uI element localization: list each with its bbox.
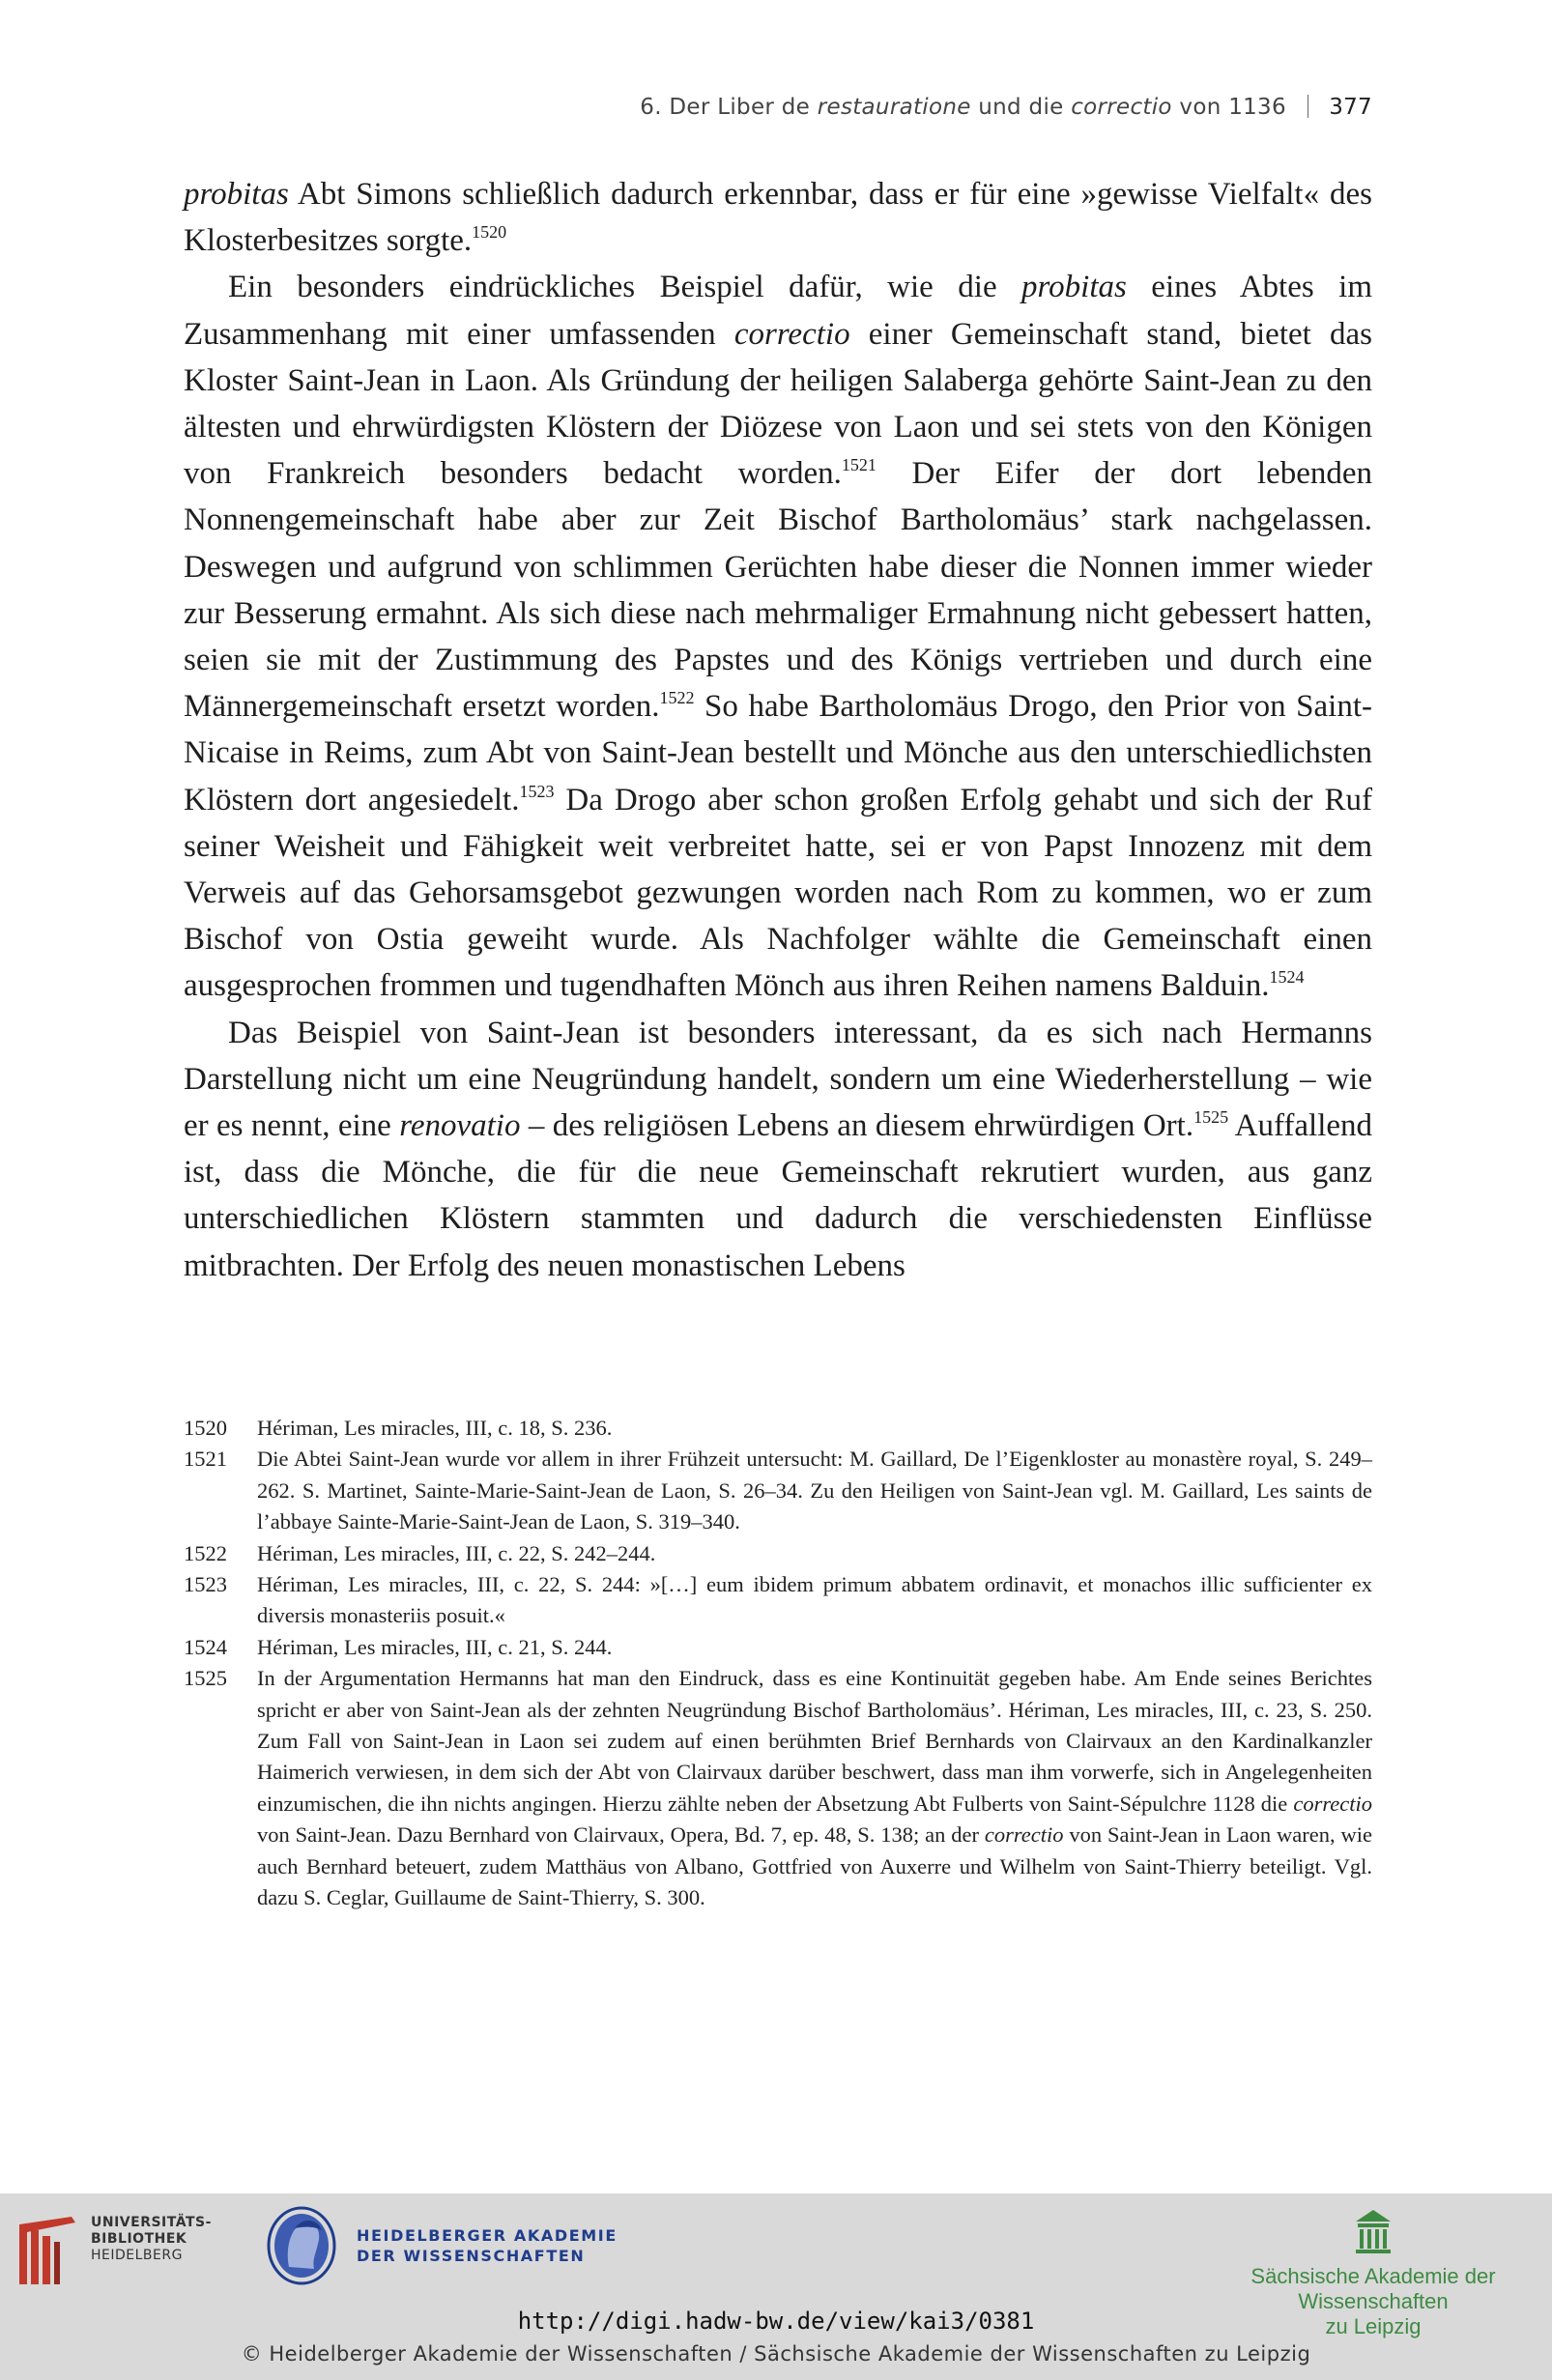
footnote-text: Hériman, Les miracles, III, c. 21, S. 244. xyxy=(257,1634,613,1659)
footnote-ref-1525[interactable]: 1525 xyxy=(1193,1107,1229,1128)
text-run: Auffallend ist, dass die Mönche, die für die neue Gemeinschaft rekrutiert wurden, aus ganz unterschiedlichen Klöstern stammten und dadurch die verschiedensten Einflüsse mitbrachten. Der Erfolg des neuen monastischen Lebens xyxy=(184,1108,1373,1283)
footnote-ref-1524[interactable]: 1524 xyxy=(1269,967,1305,988)
italic-term: correctio xyxy=(733,316,850,352)
text-run: von Saint-Jean in Laon waren, wie auch Bernhard beteuert, zudem Matthäus von Albano, Gottfried von Auxerre und Wilhelm von Saint-Thierry beteiligt. Vgl. dazu S. Ceglar, Guillaume de Saint-Thierry, S. 300. xyxy=(257,1822,1372,1910)
text-run: von Saint-Jean. Dazu Bernhard von Clairvaux, Opera, Bd. 7, ep. 48, S. 138; an der xyxy=(257,1822,985,1848)
hadw-logo[interactable] xyxy=(266,2205,618,2286)
footnote-1523 xyxy=(184,1569,1372,1632)
footnote-text: Hériman, Les miracles, III, c. 22, S. 244: »[…] eum ibidem primum abbatem ordinavit, et monachos illic sufficienter ex diversis monasteriis posuit.« xyxy=(257,1572,1372,1628)
text-run: einer Gemeinschaft stand, bietet das Kloster Saint-Jean in Laon. Als Gründung der heiligen Salaberga gehörte Saint-Jean zu den ältesten und ehrwürdigsten Klöstern der Diözese von Laon und sei stets von den Königen von Frankreich besonders bedacht worden. xyxy=(184,316,1372,492)
footnote-number: 1520 xyxy=(184,1416,227,1440)
text-run: Das Beispiel von Saint-Jean ist besonders interessant, da es sich nach Hermanns Darstellung nicht um eine Neugründung handelt, sondern um eine Wiederherstellung – wie er es nennt, eine xyxy=(184,1015,1372,1144)
footnotes xyxy=(184,1413,1372,1914)
header-italic-correctio: correctio xyxy=(1071,95,1172,120)
ub-heidelberg-logo[interactable] xyxy=(17,2215,212,2292)
ub-line: UNIVERSITÄTS- xyxy=(91,2215,212,2230)
footnote-number: 1522 xyxy=(184,1540,227,1565)
text-run: Ein besonders eindrückliches Beispiel dafür, wie die xyxy=(228,270,1022,305)
hadw-line: HEIDELBERGER AKADEMIE xyxy=(357,2226,618,2245)
saw-line: Sächsische Akademie der Wissenschaften xyxy=(1250,2264,1496,2313)
footnote-1522 xyxy=(184,1538,1372,1569)
paragraph-3 xyxy=(184,1010,1372,1289)
italic-term: probitas xyxy=(1021,270,1127,305)
italic-term: correctio xyxy=(984,1822,1064,1848)
hadw-line: DER WISSENSCHAFTEN xyxy=(357,2247,586,2265)
text-run: Abt Simons schließlich dadurch erkennbar, dass er für eine »gewisse Vielfalt« des Klosterbesitzes sorgte. xyxy=(184,177,1372,259)
saw-building-icon xyxy=(1354,2208,1393,2254)
footnote-1521 xyxy=(184,1444,1372,1537)
italic-term: probitas xyxy=(184,177,289,212)
footnote-number: 1524 xyxy=(184,1634,227,1659)
footnote-number: 1525 xyxy=(184,1666,227,1691)
ub-heidelberg-text xyxy=(91,2215,212,2264)
header-italic-restauratione: restauratione xyxy=(817,95,971,120)
italic-term: correctio xyxy=(1293,1791,1372,1816)
footnote-ref-1523[interactable]: 1523 xyxy=(519,781,555,801)
footnote-number: 1521 xyxy=(184,1447,227,1472)
text-run: Der Eifer der dort lebenden Nonnengemeinschaft habe aber zur Zeit Bischof Bartholomäus’ stark nachgelassen. Deswegen und aufgrund von schlimmen Gerüchten habe dieser die Nonnen immer wieder zur Besserung ermahnt. Als sich diese nach mehrmaliger Ermahnung nicht gebessert hatten, seien sie mit der Zustimmung des Papstes und des Königs vertrieben und durch eine Männergemeinschaft ersetzt worden. xyxy=(184,456,1372,725)
ub-heidelberg-icon xyxy=(17,2215,81,2292)
permalink-url[interactable]: http://digi.hadw-bw.de/view/kai3/0381 xyxy=(517,2308,1035,2335)
header-text: 6. Der Liber de xyxy=(640,95,818,120)
footnote-text: Hériman, Les miracles, III, c. 22, S. 242–244. xyxy=(257,1540,656,1565)
text-run: Da Drogo aber schon großen Erfolg gehabt und sich der Ruf seiner Weisheit und Fähigkeit weit verbreitet hatte, sei er von Papst Innozenz mit dem Verweis auf das Gehorsamsgebot gezwungen worden nach Rom zu kommen, wo er zum Bischof von Ostia geweiht wurde. Als Nachfolger wählte die Gemeinschaft einen ausgesprochen frommen und tugendhaften Mönch aus ihren Reihen namens Balduin. xyxy=(184,782,1372,1004)
footnote-text: Hériman, Les miracles, III, c. 18, S. 236. xyxy=(257,1416,613,1440)
text-run: eines Abtes im Zusammenhang mit einer umfassenden xyxy=(184,270,1373,352)
text-run: – des religiösen Lebens an diesem ehrwürdigen Ort. xyxy=(520,1108,1194,1144)
footnote-ref-1520[interactable]: 1520 xyxy=(472,222,507,243)
footnote-1524 xyxy=(184,1632,1372,1663)
hadw-text xyxy=(357,2225,618,2266)
saw-line: zu Leipzig xyxy=(1325,2314,1422,2338)
header-text: und die xyxy=(970,95,1072,120)
text-run: So habe Bartholomäus Drogo, den Prior von Saint-Nicaise in Reims, zum Abt von Saint-Jean bestellt und Mönche aus den unterschiedlichsten Klöstern dort angesiedelt. xyxy=(184,689,1373,817)
main-text xyxy=(184,171,1372,1289)
running-header xyxy=(0,95,1372,120)
copyright-notice: © Heidelberger Akademie der Wissenschaften / Sächsische Akademie der Wissenschaften zu Leipzig xyxy=(241,2342,1311,2366)
paragraph-1 xyxy=(184,171,1372,264)
header-text: von 1136 xyxy=(1171,95,1286,120)
paragraph-2 xyxy=(184,264,1372,1009)
footnote-number: 1523 xyxy=(184,1572,227,1597)
footnote-ref-1521[interactable]: 1521 xyxy=(841,455,877,475)
text-run: In der Argumentation Hermanns hat man den Eindruck, dass es eine Kontinuität gegeben habe. Am Ende seines Berichtes spricht er aber von Saint-Jean als der zehnten Neugründung Bischof Bartholomäus’. Hériman, Les miracles, III, c. 23, S. 250. Zum Fall von Saint-Jean in Laon sei zudem auf einen berühmten Brief Bernhards von Clairvaux an den Kardinalkanzler Haimerich verwiesen, in dem sich der Abt von Clairvaux darüber beschwert, dass man ihm vorwerfe, sich in Angelegenheiten einzumischen, die ihn nichts angingen. Hierzu zählte neben der Absetzung Abt Fulberts von Saint-Sépulchre 1128 die xyxy=(257,1666,1372,1816)
ub-line: BIBLIOTHEK xyxy=(91,2231,187,2247)
footnote-text xyxy=(257,1663,1372,1913)
footnote-text: Die Abtei Saint-Jean wurde vor allem in ihrer Frühzeit untersucht: M. Gaillard, De l’Eigenkloster au monastère royal, S. 249–262. S. Martinet, Sainte-Marie-Saint-Jean de Laon, S. 26–34. Zu den Heiligen von Saint-Jean vgl. M. Gaillard, Les saints de l’abbaye Sainte-Marie-Saint-Jean de Laon, S. 319–340. xyxy=(257,1447,1372,1534)
footnote-1520 xyxy=(184,1413,1372,1444)
footnote-1525 xyxy=(184,1663,1372,1913)
italic-term: renovatio xyxy=(399,1108,521,1144)
athena-medallion-icon xyxy=(266,2205,337,2286)
page-number: 377 xyxy=(1329,95,1372,120)
digitization-footer xyxy=(0,2194,1552,2380)
footnote-ref-1522[interactable]: 1522 xyxy=(659,688,695,708)
ub-line: HEIDELBERG xyxy=(91,2248,183,2263)
